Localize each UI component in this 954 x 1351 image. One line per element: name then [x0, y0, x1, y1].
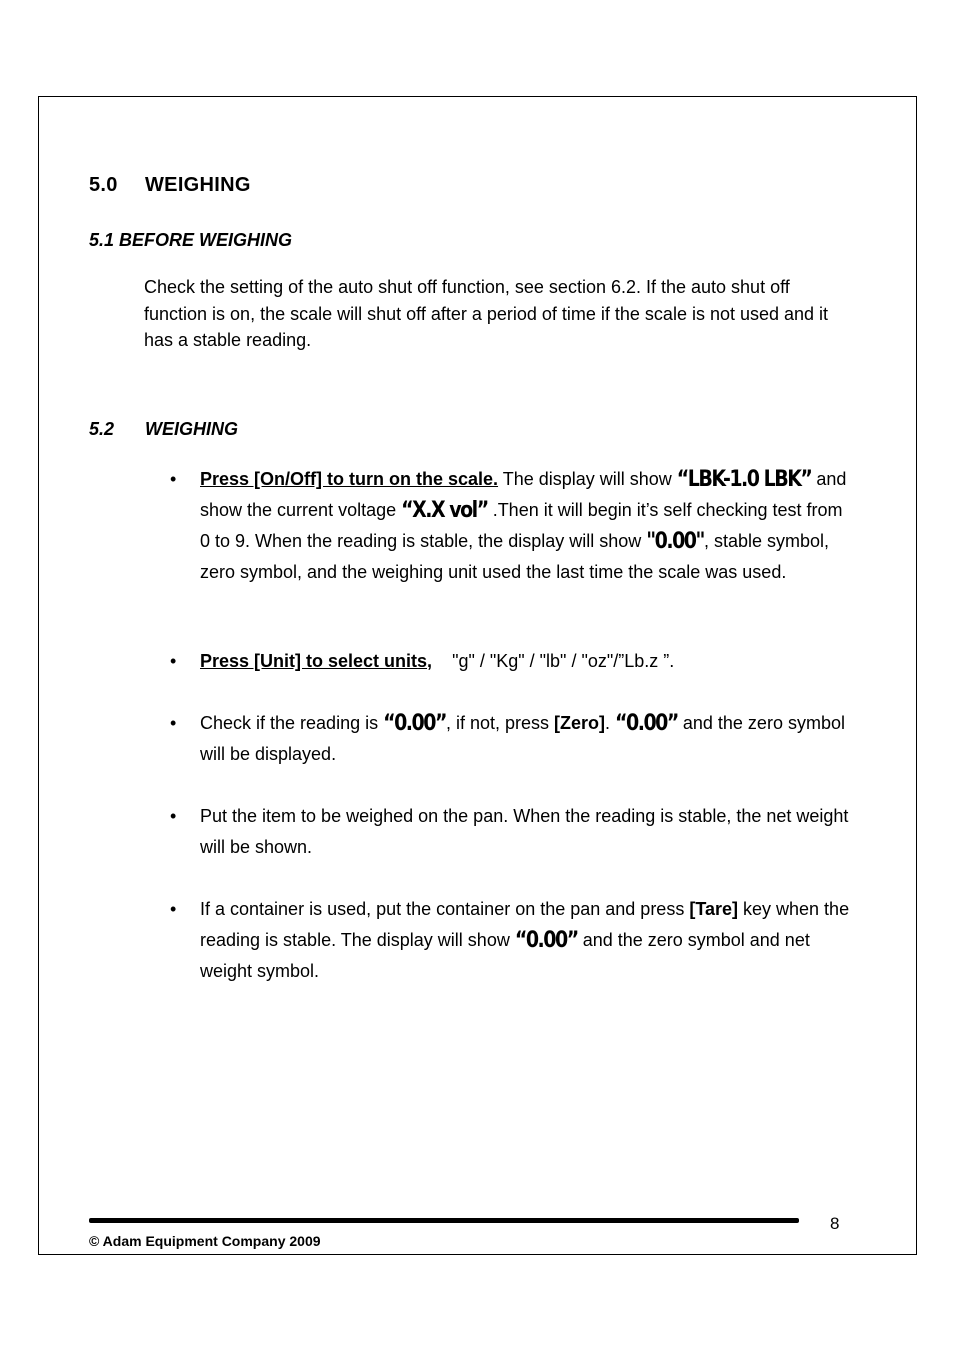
key-label: [Tare]: [689, 899, 739, 919]
step-text: key when the reading is stable. The display will show: [200, 899, 850, 950]
step-text: .Then it will begin it’s self checking test from 0 to 9. When the reading is stable, the display will show: [200, 500, 843, 551]
copyright-notice: © Adam Equipment Company 2009: [89, 1233, 321, 1249]
step-lead: Press [Unit] to select units,: [200, 651, 433, 671]
step-text: and the zero symbol and net weight symbol.: [200, 930, 810, 981]
subsection-heading-before-weighing: 5.1 BEFORE WEIGHING: [89, 230, 293, 250]
display-reading: “0.00”: [615, 710, 678, 736]
bullet-icon: •: [170, 806, 177, 826]
section-number: 5.0: [89, 174, 118, 196]
display-reading: “0.00”: [514, 927, 578, 953]
list-item: [170, 464, 850, 646]
step-text: The display will show: [498, 469, 677, 489]
step-text: If a container is used, put the container on the pan and press: [200, 899, 690, 919]
list-item: [170, 894, 850, 987]
step-text: and show the current voltage: [200, 469, 847, 520]
display-reading: “0.00”: [383, 710, 446, 736]
bullet-icon: •: [170, 713, 177, 733]
weighing-steps-list: [170, 464, 850, 987]
before-weighing-paragraph: Check the setting of the auto shut off function, see section 6.2. If the auto shut off function is on, the scale will shut off after a period of time if the scale is not used and it has a stable reading.: [144, 277, 829, 350]
subsection-number: 5.2: [89, 419, 115, 439]
bullet-icon: •: [170, 469, 177, 489]
display-reading: “LBK-1.0 LBK”: [676, 466, 812, 492]
key-label: [Zero]: [554, 713, 605, 733]
step-text: Check if the reading is: [200, 713, 384, 733]
bullet-icon: •: [170, 899, 177, 919]
footer-rule: [89, 1218, 799, 1223]
subsection-title: WEIGHING: [145, 419, 238, 439]
section-heading: [89, 174, 251, 197]
display-reading: “X.X vol”: [401, 497, 488, 523]
step-text: .: [605, 713, 616, 733]
bullet-icon: •: [170, 651, 177, 671]
section-title: WEIGHING: [145, 174, 251, 196]
list-item: [170, 708, 850, 801]
display-reading: "0.00": [646, 528, 704, 554]
page-number: 8: [830, 1214, 840, 1233]
step-lead: Press [On/Off] to turn on the scale.: [200, 469, 499, 489]
step-text: "g" / "Kg" / "lb" / "oz"/”Lb.z ”.: [432, 651, 675, 671]
step-text: and the zero symbol will be displayed.: [200, 713, 845, 764]
step-text: , stable symbol, zero symbol, and the weighing unit used the last time the scale was used.: [200, 531, 829, 582]
list-item: [170, 801, 850, 894]
list-item: [170, 646, 850, 708]
step-text: Put the item to be weighed on the pan. When the reading is stable, the net weight will be shown.: [200, 806, 849, 857]
subsection-heading-weighing: [89, 419, 238, 440]
step-text: , if not, press: [445, 713, 554, 733]
